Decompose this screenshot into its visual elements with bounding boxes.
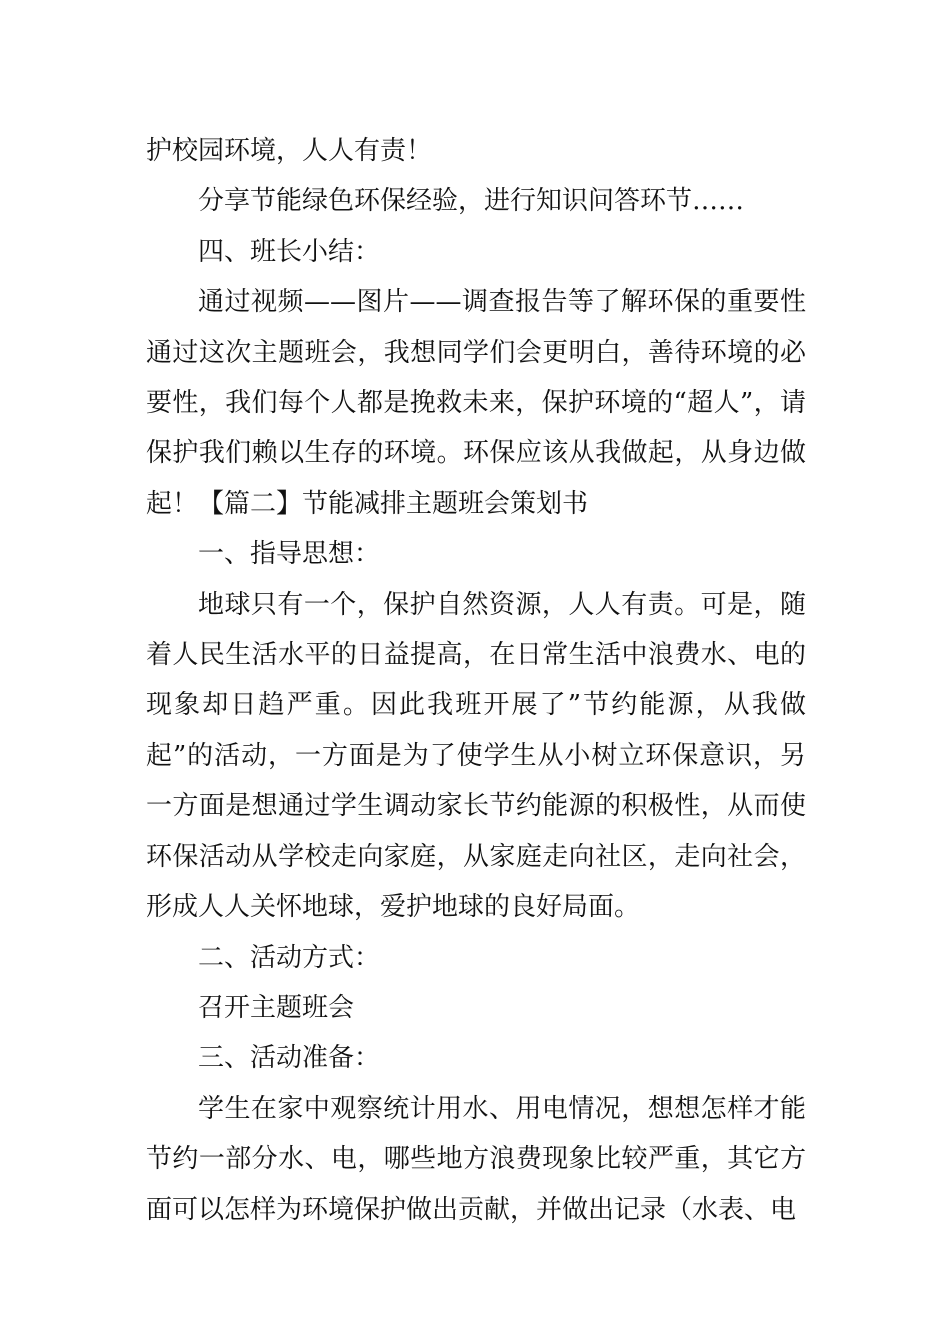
section-heading-activity-method: 二、活动方式： — [198, 942, 381, 973]
paragraph-share-experience: 分享节能绿色环保经验，进行知识问答环节…… — [198, 186, 745, 217]
section-heading-activity-prep: 三、活动准备： — [198, 1043, 381, 1074]
paragraph-summary: 通过视频——图片——调查报告等了解环保的重要性通过这次主题班会，我想同学们会更明白，善待环境的必要性，我们每个人都是挽救未来，保护环境的“超人”，请保护我们赖以生存的环境。环保应该从我做起，从身边做起！【篇二】节能减排主题班会策划书 — [146, 287, 806, 519]
section-heading-monitor-summary: 四、班长小结： — [198, 236, 381, 267]
document-body — [146, 126, 806, 1235]
paragraph-activity-prep: 学生在家中观察统计用水、用电情况，想想怎样才能节约一部分水、电，哪些地方浪费现象比较严重，其它方面可以怎样为环境保护做出贡献，并做出记录（水表、电 — [146, 1093, 806, 1225]
paragraph-continuation: 护校园环境，人人有责！ — [146, 136, 433, 166]
paragraph-guiding-idea: 地球只有一个，保护自然资源，人人有责。可是，随着人民生活水平的日益提高，在日常生活中浪费水、电的现象却日趋严重。因此我班开展了”节约能源，从我做起”的活动，一方面是为了使学生从小树立环保意识，另一方面是想通过学生调动家长节约能源的积极性，从而使环保活动从学校走向家庭，从家庭走向社区，走向社会，形成人人关怀地球，爱护地球的良好局面。 — [146, 589, 806, 923]
section-heading-guiding-idea: 一、指导思想： — [198, 539, 381, 570]
paragraph-activity-method: 召开主题班会 — [198, 992, 355, 1023]
